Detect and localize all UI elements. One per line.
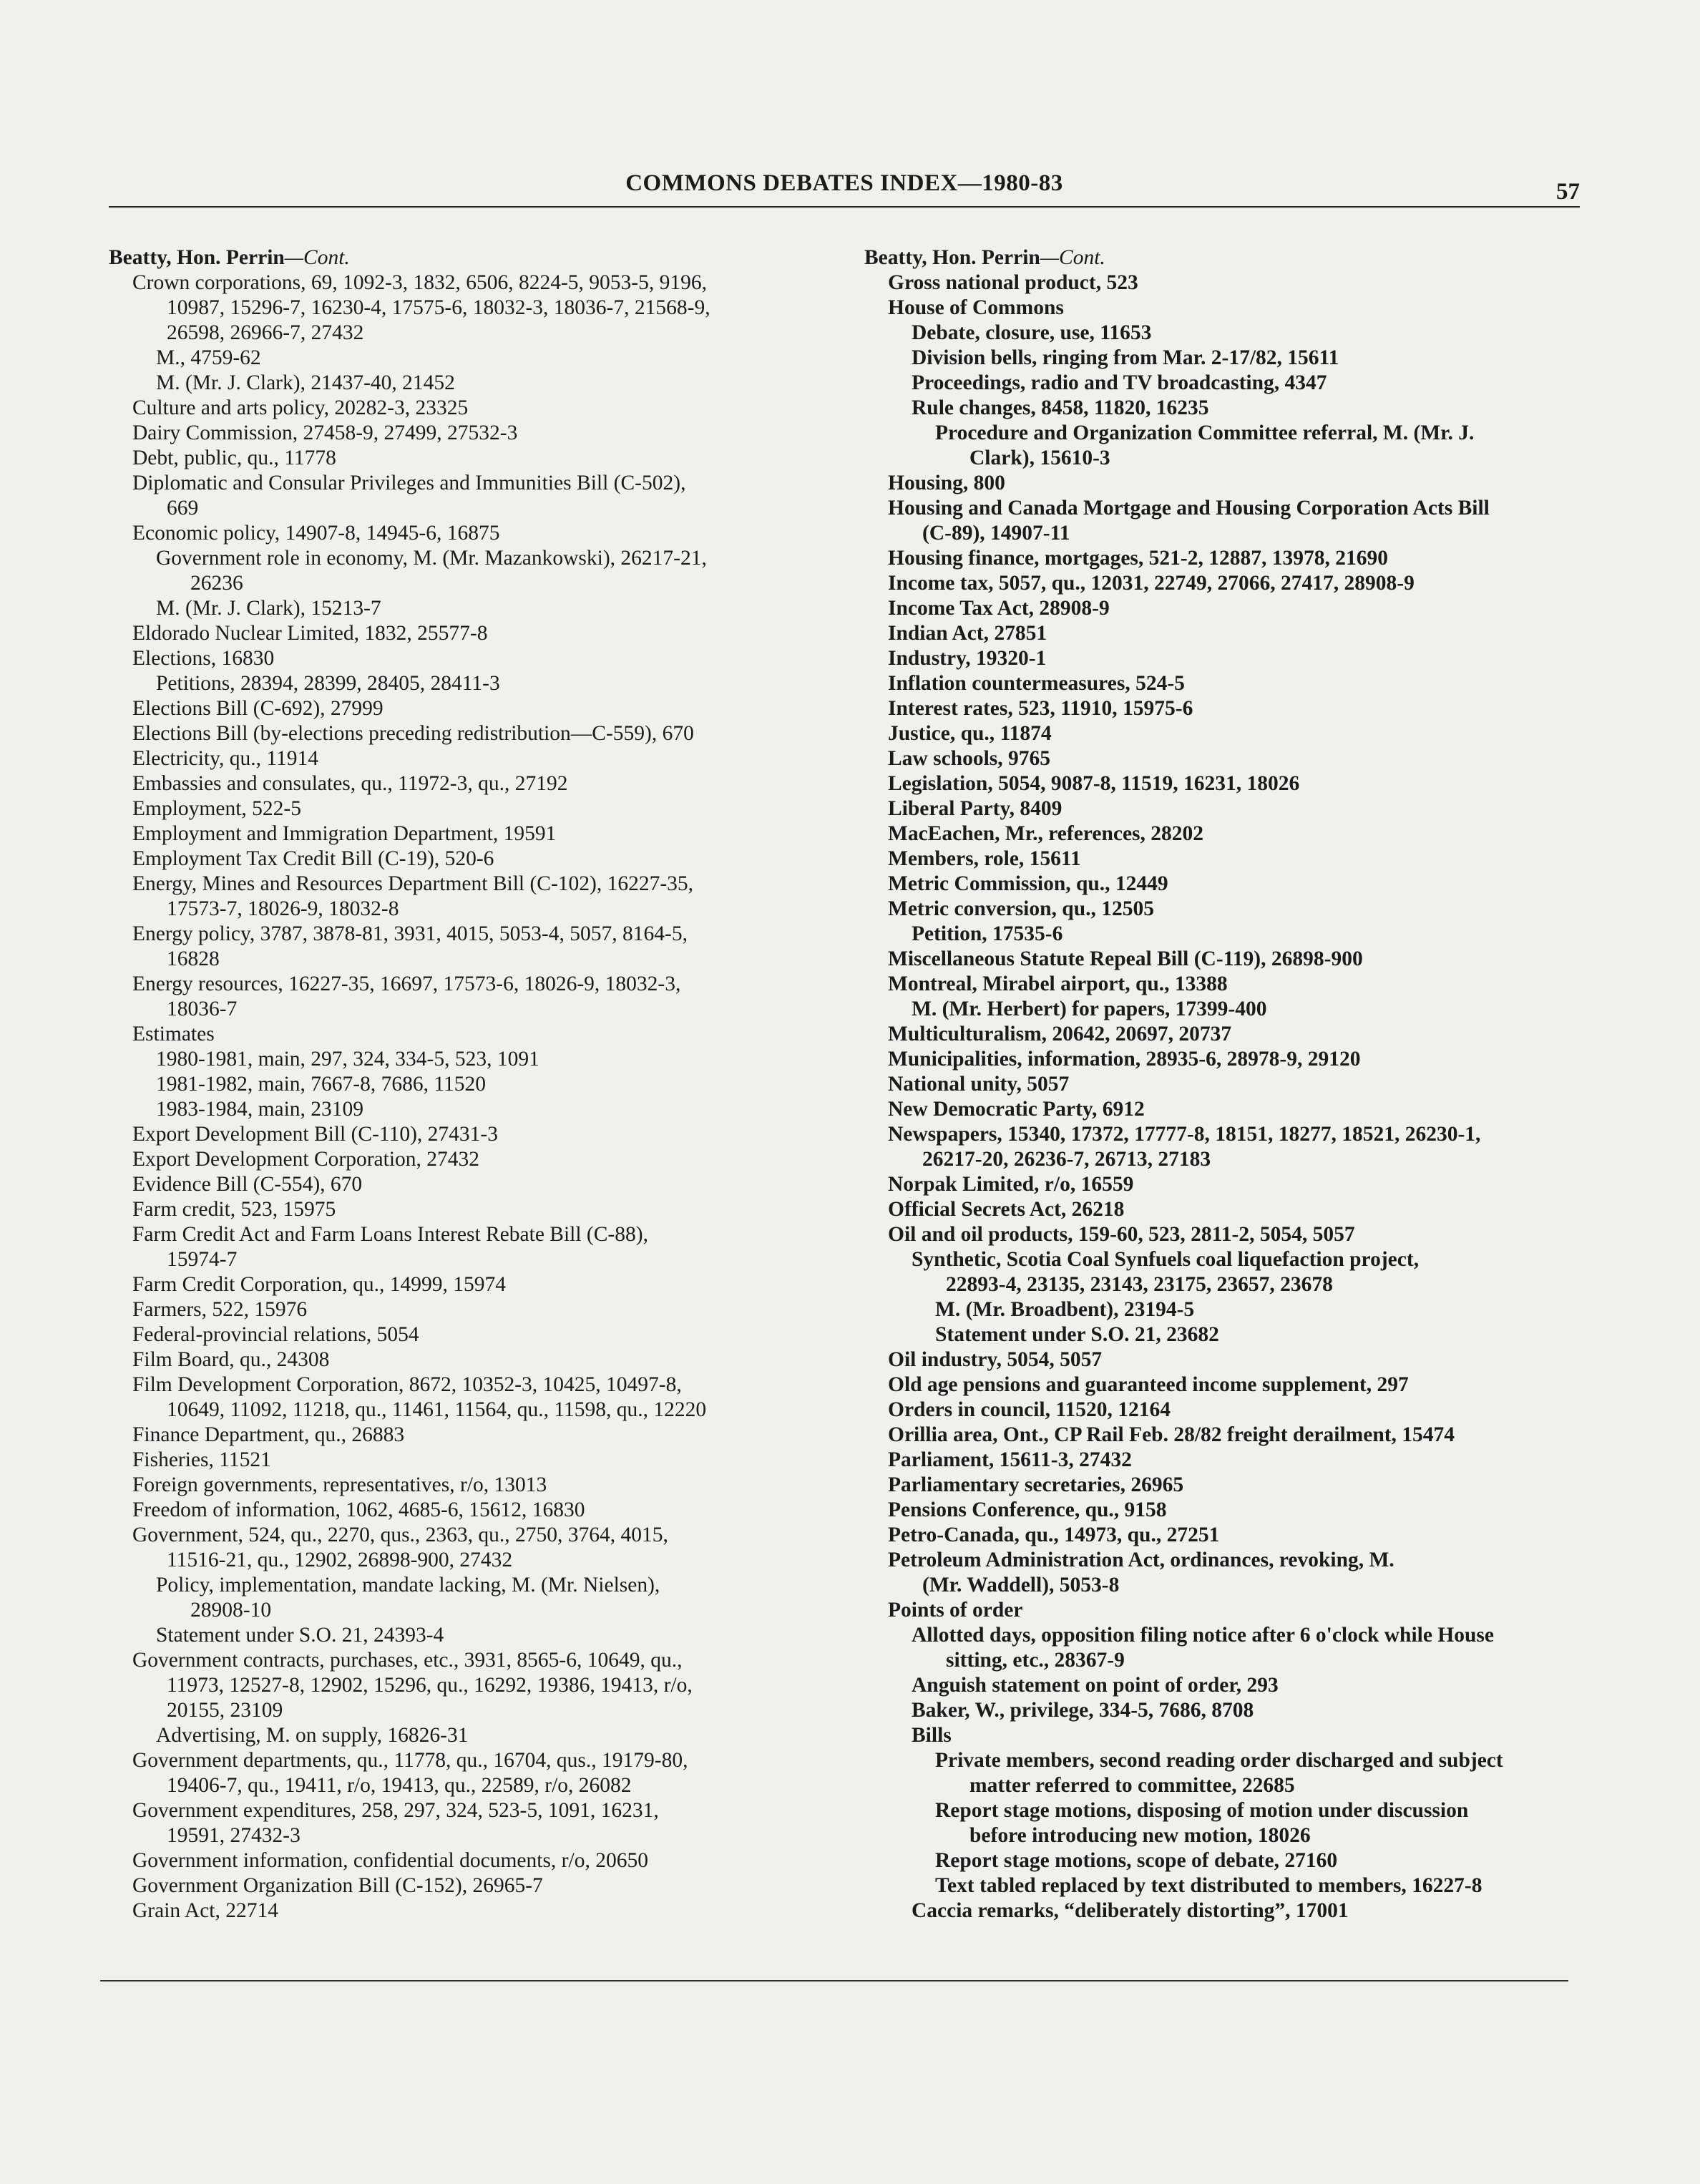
index-entry bbox=[888, 897, 1580, 922]
index-entry bbox=[888, 1097, 1580, 1122]
index-entry bbox=[132, 646, 831, 671]
index-entry bbox=[935, 421, 1580, 471]
index-entry bbox=[132, 1798, 831, 1848]
index-entry bbox=[132, 1197, 831, 1222]
index-entry-line: Miscellaneous Statute Repeal Bill (C-119), 26898-900 bbox=[888, 947, 1363, 970]
index-entry-line: Proceedings, radio and TV broadcasting, 4347 bbox=[912, 371, 1327, 394]
index-entry-line: Allotted days, opposition filing notice after 6 o'clock while House bbox=[912, 1624, 1494, 1647]
index-entry-continuation: 11973, 12527-8, 12902, 15296, qu., 16292, 19386, 19413, r/o, bbox=[167, 1674, 693, 1697]
index-entry bbox=[888, 947, 1580, 972]
index-entry-line: Metric Commission, qu., 12449 bbox=[888, 872, 1168, 895]
index-entry-line: Energy policy, 3787, 3878-81, 3931, 4015, 5053-4, 5057, 8164-5, bbox=[132, 922, 688, 945]
index-entry-continuation: 22893-4, 23135, 23143, 23175, 23657, 23678 bbox=[946, 1273, 1333, 1296]
index-entry-line: Export Development Corporation, 27432 bbox=[132, 1148, 480, 1171]
index-entry-line: Justice, qu., 11874 bbox=[888, 722, 1052, 745]
index-entry bbox=[132, 1448, 831, 1473]
index-entry bbox=[156, 1723, 831, 1748]
index-entry-line: Government role in economy, M. (Mr. Mazankowski), 26217-21, bbox=[156, 547, 707, 570]
index-entry bbox=[132, 1347, 831, 1373]
index-entry-line: Statement under S.O. 21, 23682 bbox=[935, 1323, 1219, 1346]
index-entry-continuation: 19591, 27432-3 bbox=[167, 1824, 301, 1847]
index-entry-line: Grain Act, 22714 bbox=[132, 1899, 279, 1922]
index-entry bbox=[888, 1473, 1580, 1498]
index-entry-line: Petitions, 28394, 28399, 28405, 28411-3 bbox=[156, 672, 500, 695]
index-entry bbox=[132, 1272, 831, 1297]
index-entry-continuation: 669 bbox=[167, 497, 199, 520]
index-entry bbox=[888, 1523, 1580, 1548]
index-entry bbox=[132, 1473, 831, 1498]
index-entry bbox=[888, 1172, 1580, 1197]
index-entry bbox=[888, 296, 1580, 321]
index-entry-line: Export Development Bill (C-110), 27431-3 bbox=[132, 1123, 498, 1146]
index-entry bbox=[888, 746, 1580, 771]
index-entry-line: Elections, 16830 bbox=[132, 647, 275, 670]
index-entry bbox=[935, 1322, 1580, 1347]
index-entry-line: Freedom of information, 1062, 4685-6, 15612, 16830 bbox=[132, 1498, 585, 1521]
index-entry bbox=[156, 371, 831, 396]
index-entry-line: Metric conversion, qu., 12505 bbox=[888, 897, 1154, 920]
index-entry bbox=[132, 1873, 831, 1898]
index-heading bbox=[109, 245, 831, 270]
index-entry-line: New Democratic Party, 6912 bbox=[888, 1098, 1145, 1121]
index-entry-continuation: 28908-10 bbox=[190, 1599, 272, 1622]
index-entry bbox=[912, 1698, 1580, 1723]
index-entry-continuation: 26236 bbox=[190, 572, 243, 595]
index-entry-line: Statement under S.O. 21, 24393-4 bbox=[156, 1624, 444, 1647]
index-entry-line: Liberal Party, 8409 bbox=[888, 797, 1062, 820]
index-entry-line: Orders in council, 11520, 12164 bbox=[888, 1398, 1171, 1421]
index-entry-line: Federal-provincial relations, 5054 bbox=[132, 1323, 419, 1346]
index-entry bbox=[888, 771, 1580, 796]
index-entry bbox=[132, 972, 831, 1022]
heading-name: Beatty, Hon. Perrin bbox=[864, 246, 1040, 269]
index-entry bbox=[156, 1573, 831, 1623]
index-entry bbox=[132, 771, 831, 796]
index-entry-line: Economic policy, 14907-8, 14945-6, 16875 bbox=[132, 522, 500, 545]
index-entry-line: M. (Mr. J. Clark), 15213-7 bbox=[156, 597, 381, 620]
index-column-left bbox=[109, 245, 831, 1924]
index-entry bbox=[156, 671, 831, 696]
index-entry-line: Energy resources, 16227-35, 16697, 17573-6, 18026-9, 18032-3, bbox=[132, 972, 681, 995]
page-header bbox=[109, 169, 1580, 208]
index-entry bbox=[888, 1122, 1580, 1172]
index-entry-line: Embassies and consulates, qu., 11972-3, qu., 27192 bbox=[132, 772, 568, 795]
index-entry-line: Advertising, M. on supply, 16826-31 bbox=[156, 1724, 469, 1747]
index-entry-line: Points of order bbox=[888, 1599, 1023, 1622]
index-entry-line: Newspapers, 15340, 17372, 17777-8, 18151, 18277, 18521, 26230-1, bbox=[888, 1123, 1481, 1146]
index-entry-line: Report stage motions, disposing of motion under discussion bbox=[935, 1799, 1469, 1822]
index-entry-continuation: 26598, 26966-7, 27432 bbox=[167, 321, 364, 344]
index-entry bbox=[888, 1548, 1580, 1598]
index-entry-line: Official Secrets Act, 26218 bbox=[888, 1198, 1125, 1221]
index-entry bbox=[132, 1147, 831, 1172]
index-entry-line: Employment, 522-5 bbox=[132, 797, 301, 820]
index-entry bbox=[156, 546, 831, 596]
index-entry bbox=[912, 1623, 1580, 1673]
index-entry-line: Diplomatic and Consular Privileges and Immunities Bill (C-502), bbox=[132, 472, 686, 494]
index-entry bbox=[888, 571, 1580, 596]
index-entry-line: Montreal, Mirabel airport, qu., 13388 bbox=[888, 972, 1228, 995]
index-entry bbox=[888, 1373, 1580, 1398]
index-entry-line: Energy, Mines and Resources Department Bill (C-102), 16227-35, bbox=[132, 872, 694, 895]
index-entry-line: Elections Bill (C-692), 27999 bbox=[132, 697, 384, 720]
index-entry-line: Report stage motions, scope of debate, 27160 bbox=[935, 1849, 1338, 1872]
index-entry-line: Finance Department, qu., 26883 bbox=[132, 1423, 405, 1446]
index-entry bbox=[888, 1598, 1580, 1623]
index-entry bbox=[132, 746, 831, 771]
index-entry-line: Rule changes, 8458, 11820, 16235 bbox=[912, 396, 1209, 419]
index-entry-line: Government information, confidential documents, r/o, 20650 bbox=[132, 1849, 648, 1872]
index-entry bbox=[132, 621, 831, 646]
index-entry bbox=[132, 872, 831, 922]
index-entry bbox=[888, 596, 1580, 621]
index-entry-line: Oil and oil products, 159-60, 523, 2811-2, 5054, 5057 bbox=[888, 1223, 1355, 1246]
index-entry-line: Gross national product, 523 bbox=[888, 271, 1138, 294]
index-entry bbox=[888, 1072, 1580, 1097]
index-entry bbox=[132, 1748, 831, 1798]
index-entry-continuation: (C-89), 14907-11 bbox=[922, 522, 1070, 545]
index-entry-line: Farm credit, 523, 15975 bbox=[132, 1198, 336, 1221]
index-entries-right bbox=[864, 270, 1580, 1924]
index-entry-line: Indian Act, 27851 bbox=[888, 622, 1047, 645]
index-heading bbox=[864, 245, 1580, 270]
index-entry-line: Orillia area, Ont., CP Rail Feb. 28/82 freight derailment, 15474 bbox=[888, 1423, 1455, 1446]
index-entry bbox=[888, 471, 1580, 496]
index-entry-line: Housing and Canada Mortgage and Housing Corporation Acts Bill bbox=[888, 497, 1490, 520]
index-entry bbox=[132, 1423, 831, 1448]
index-entry-line: Text tabled replaced by text distributed to members, 16227-8 bbox=[935, 1874, 1482, 1897]
index-entry-line: Employment and Immigration Department, 19591 bbox=[132, 822, 557, 845]
index-entry-line: Private members, second reading order discharged and subject bbox=[935, 1749, 1503, 1772]
index-entry bbox=[132, 270, 831, 346]
index-entry bbox=[132, 1373, 831, 1423]
index-entry-line: Government departments, qu., 11778, qu., 16704, qus., 19179-80, bbox=[132, 1749, 688, 1772]
index-entry bbox=[912, 922, 1580, 947]
index-entry-line: Municipalities, information, 28935-6, 28978-9, 29120 bbox=[888, 1048, 1361, 1071]
index-entry bbox=[132, 1498, 831, 1523]
index-entry-line: Law schools, 9765 bbox=[888, 747, 1051, 770]
index-entry bbox=[132, 796, 831, 822]
running-title: COMMONS DEBATES INDEX—1980-83 bbox=[625, 170, 1063, 196]
index-entry-continuation: 15974-7 bbox=[167, 1248, 238, 1271]
index-entry bbox=[132, 847, 831, 872]
index-entry bbox=[935, 1873, 1580, 1898]
index-entry-line: M. (Mr. J. Clark), 21437-40, 21452 bbox=[156, 371, 455, 394]
index-entry-line: Caccia remarks, “deliberately distorting”, 17001 bbox=[912, 1899, 1349, 1922]
index-entry bbox=[156, 596, 831, 621]
index-entry bbox=[132, 1297, 831, 1322]
index-entry bbox=[132, 922, 831, 972]
index-entry-line: Culture and arts policy, 20282-3, 23325 bbox=[132, 396, 469, 419]
index-entry bbox=[912, 346, 1580, 371]
index-entry-line: Bills bbox=[912, 1724, 952, 1747]
index-entry-line: 1983-1984, main, 23109 bbox=[156, 1098, 364, 1121]
index-entry bbox=[888, 270, 1580, 296]
heading-name: Beatty, Hon. Perrin bbox=[109, 246, 285, 269]
index-entry-line: Petro-Canada, qu., 14973, qu., 27251 bbox=[888, 1524, 1220, 1546]
index-entry-line: Norpak Limited, r/o, 16559 bbox=[888, 1173, 1134, 1196]
index-entry-line: Oil industry, 5054, 5057 bbox=[888, 1348, 1103, 1371]
index-entry bbox=[888, 1398, 1580, 1423]
index-entry bbox=[132, 1848, 831, 1873]
index-entry-line: Anguish statement on point of order, 293 bbox=[912, 1674, 1279, 1697]
index-entry-line: Fisheries, 11521 bbox=[132, 1448, 271, 1471]
index-entry-line: Inflation countermeasures, 524-5 bbox=[888, 672, 1185, 695]
index-entry bbox=[912, 1898, 1580, 1924]
index-entry bbox=[132, 1898, 831, 1924]
index-entry-line: Film Development Corporation, 8672, 10352-3, 10425, 10497-8, bbox=[132, 1373, 682, 1396]
index-entry-line: Debt, public, qu., 11778 bbox=[132, 447, 336, 469]
index-entry bbox=[935, 1297, 1580, 1322]
index-entry bbox=[888, 696, 1580, 721]
index-entry bbox=[888, 1197, 1580, 1222]
index-entry-continuation: matter referred to committee, 22685 bbox=[969, 1774, 1295, 1797]
index-entry bbox=[888, 1448, 1580, 1473]
index-entry bbox=[132, 721, 831, 746]
index-entry-line: Income Tax Act, 28908-9 bbox=[888, 597, 1110, 620]
index-entry-line: MacEachen, Mr., references, 28202 bbox=[888, 822, 1204, 845]
index-entry-line: M. (Mr. Herbert) for papers, 17399-400 bbox=[912, 998, 1267, 1020]
index-entry-continuation: 11516-21, qu., 12902, 26898-900, 27432 bbox=[167, 1549, 513, 1571]
index-entry bbox=[132, 1222, 831, 1272]
index-entry-line: National unity, 5057 bbox=[888, 1073, 1070, 1096]
index-entry-line: Pensions Conference, qu., 9158 bbox=[888, 1498, 1167, 1521]
index-entry bbox=[888, 1423, 1580, 1448]
index-entry-line: Petroleum Administration Act, ordinances, revoking, M. bbox=[888, 1549, 1394, 1571]
index-entry-continuation: 10649, 11092, 11218, qu., 11461, 11564, qu., 11598, qu., 12220 bbox=[167, 1398, 707, 1421]
index-entry bbox=[888, 646, 1580, 671]
index-entry bbox=[935, 1798, 1580, 1848]
index-entry-line: Parliament, 15611-3, 27432 bbox=[888, 1448, 1132, 1471]
index-entry bbox=[132, 1122, 831, 1147]
index-entry bbox=[132, 471, 831, 521]
index-entry bbox=[132, 421, 831, 446]
index-entry-continuation: sitting, etc., 28367-9 bbox=[946, 1649, 1125, 1672]
index-entry-line: Income tax, 5057, qu., 12031, 22749, 27066, 27417, 28908-9 bbox=[888, 572, 1415, 595]
index-entry-line: Employment Tax Credit Bill (C-19), 520-6 bbox=[132, 847, 494, 870]
index-entry bbox=[156, 346, 831, 371]
index-entry bbox=[912, 396, 1580, 421]
index-entry-continuation: 16828 bbox=[167, 947, 220, 970]
heading-cont: —Cont. bbox=[1040, 246, 1105, 269]
index-entry-line: 1981-1982, main, 7667-8, 7686, 11520 bbox=[156, 1073, 487, 1096]
index-entry bbox=[156, 1623, 831, 1648]
index-entry bbox=[888, 496, 1580, 546]
index-entry bbox=[156, 1072, 831, 1097]
index-entry bbox=[935, 1848, 1580, 1873]
index-entry bbox=[888, 796, 1580, 822]
index-entry-line: M., 4759-62 bbox=[156, 346, 261, 369]
index-entry-line: Parliamentary secretaries, 26965 bbox=[888, 1473, 1184, 1496]
index-entry bbox=[132, 696, 831, 721]
index-entry-continuation: 26217-20, 26236-7, 26713, 27183 bbox=[922, 1148, 1211, 1171]
index-entry bbox=[888, 621, 1580, 646]
index-entry-line: Crown corporations, 69, 1092-3, 1832, 6506, 8224-5, 9053-5, 9196, bbox=[132, 271, 707, 294]
index-entry-line: Evidence Bill (C-554), 670 bbox=[132, 1173, 363, 1196]
index-entry bbox=[132, 1172, 831, 1197]
index-entry-line: Government expenditures, 258, 297, 324, 523-5, 1091, 16231, bbox=[132, 1799, 659, 1822]
index-entry bbox=[888, 671, 1580, 696]
index-entry-line: Policy, implementation, mandate lacking, M. (Mr. Nielsen), bbox=[156, 1574, 660, 1596]
index-entry-line: Elections Bill (by-elections preceding redistribution—C-559), 670 bbox=[132, 722, 694, 745]
index-entry bbox=[888, 546, 1580, 571]
index-entry bbox=[132, 822, 831, 847]
index-column-right bbox=[864, 245, 1580, 1924]
index-entry bbox=[132, 1523, 831, 1573]
index-entry-line: Foreign governments, representatives, r/o, 13013 bbox=[132, 1473, 547, 1496]
index-entry-continuation: 20155, 23109 bbox=[167, 1699, 283, 1722]
page-number: 57 bbox=[1556, 179, 1580, 205]
index-entry bbox=[888, 1047, 1580, 1072]
index-entry-line: Government, 524, qu., 2270, qus., 2363, qu., 2750, 3764, 4015, bbox=[132, 1524, 668, 1546]
index-entry-continuation: before introducing new motion, 18026 bbox=[969, 1824, 1311, 1847]
index-entry-continuation: (Mr. Waddell), 5053-8 bbox=[922, 1574, 1120, 1596]
heading-cont: —Cont. bbox=[284, 246, 350, 269]
index-entry-line: Dairy Commission, 27458-9, 27499, 27532-3 bbox=[132, 421, 518, 444]
index-entry bbox=[156, 1097, 831, 1122]
index-entry bbox=[888, 847, 1580, 872]
index-entry-line: House of Commons bbox=[888, 296, 1064, 319]
index-entry-line: Interest rates, 523, 11910, 15975-6 bbox=[888, 697, 1193, 720]
index-entry bbox=[156, 1047, 831, 1072]
index-entry-line: Farm Credit Act and Farm Loans Interest Rebate Bill (C-88), bbox=[132, 1223, 648, 1246]
index-entries-left bbox=[109, 270, 831, 1924]
index-entry bbox=[888, 822, 1580, 847]
index-entry-line: Farm Credit Corporation, qu., 14999, 15974 bbox=[132, 1273, 506, 1296]
index-entry-line: Industry, 19320-1 bbox=[888, 647, 1047, 670]
index-entry bbox=[912, 1723, 1580, 1748]
index-entry-line: Government Organization Bill (C-152), 26965-7 bbox=[132, 1874, 543, 1897]
index-entry-line: Eldorado Nuclear Limited, 1832, 25577-8 bbox=[132, 622, 488, 645]
index-entry-line: M. (Mr. Broadbent), 23194-5 bbox=[935, 1298, 1195, 1321]
index-entry bbox=[912, 1673, 1580, 1698]
index-entry bbox=[888, 1022, 1580, 1047]
index-entry-continuation: Clark), 15610-3 bbox=[969, 447, 1110, 469]
index-entry-line: Multiculturalism, 20642, 20697, 20737 bbox=[888, 1023, 1232, 1045]
index-entry bbox=[912, 1247, 1580, 1297]
index-entry-line: Synthetic, Scotia Coal Synfuels coal liquefaction project, bbox=[912, 1248, 1420, 1271]
index-entry-line: 1980-1981, main, 297, 324, 334-5, 523, 1091 bbox=[156, 1048, 539, 1071]
index-entry-line: Debate, closure, use, 11653 bbox=[912, 321, 1152, 344]
index-entry-continuation: 18036-7 bbox=[167, 998, 238, 1020]
index-entry bbox=[132, 446, 831, 471]
index-entry-line: Housing, 800 bbox=[888, 472, 1005, 494]
index-entry bbox=[912, 321, 1580, 346]
index-entry-continuation: 17573-7, 18026-9, 18032-8 bbox=[167, 897, 399, 920]
index-entry-line: Old age pensions and guaranteed income supplement, 297 bbox=[888, 1373, 1409, 1396]
index-entry bbox=[888, 1222, 1580, 1247]
index-entry bbox=[912, 997, 1580, 1022]
index-entry-line: Baker, W., privilege, 334-5, 7686, 8708 bbox=[912, 1699, 1254, 1722]
index-entry-line: Members, role, 15611 bbox=[888, 847, 1081, 870]
index-entry-line: Division bells, ringing from Mar. 2-17/82, 15611 bbox=[912, 346, 1339, 369]
index-entry-line: Film Board, qu., 24308 bbox=[132, 1348, 330, 1371]
index-entry bbox=[912, 371, 1580, 396]
index-entry-continuation: 19406-7, qu., 19411, r/o, 19413, qu., 22589, r/o, 26082 bbox=[167, 1774, 632, 1797]
index-entry bbox=[888, 721, 1580, 746]
index-entry bbox=[132, 521, 831, 546]
index-entry bbox=[132, 1022, 831, 1047]
index-entry bbox=[888, 872, 1580, 897]
index-entry bbox=[935, 1748, 1580, 1798]
index-entry-line: Petition, 17535-6 bbox=[912, 922, 1063, 945]
index-entry-line: Procedure and Organization Committee referral, M. (Mr. J. bbox=[935, 421, 1475, 444]
index-entry-line: Farmers, 522, 15976 bbox=[132, 1298, 308, 1321]
index-entry-line: Electricity, qu., 11914 bbox=[132, 747, 318, 770]
index-entry bbox=[132, 1648, 831, 1723]
index-entry-line: Government contracts, purchases, etc., 3931, 8565-6, 10649, qu., bbox=[132, 1649, 683, 1672]
index-entry bbox=[132, 1322, 831, 1347]
index-entry-line: Estimates bbox=[132, 1023, 215, 1045]
index-entry bbox=[888, 1347, 1580, 1373]
index-entry bbox=[888, 972, 1580, 997]
index-entry-line: Legislation, 5054, 9087-8, 11519, 16231, 18026 bbox=[888, 772, 1300, 795]
index-entry-line: Housing finance, mortgages, 521-2, 12887, 13978, 21690 bbox=[888, 547, 1388, 570]
bottom-rule bbox=[100, 1980, 1568, 1981]
index-entry-continuation: 10987, 15296-7, 16230-4, 17575-6, 18032-3, 18036-7, 21568-9, bbox=[167, 296, 710, 319]
index-entry bbox=[132, 396, 831, 421]
index-entry bbox=[888, 1498, 1580, 1523]
